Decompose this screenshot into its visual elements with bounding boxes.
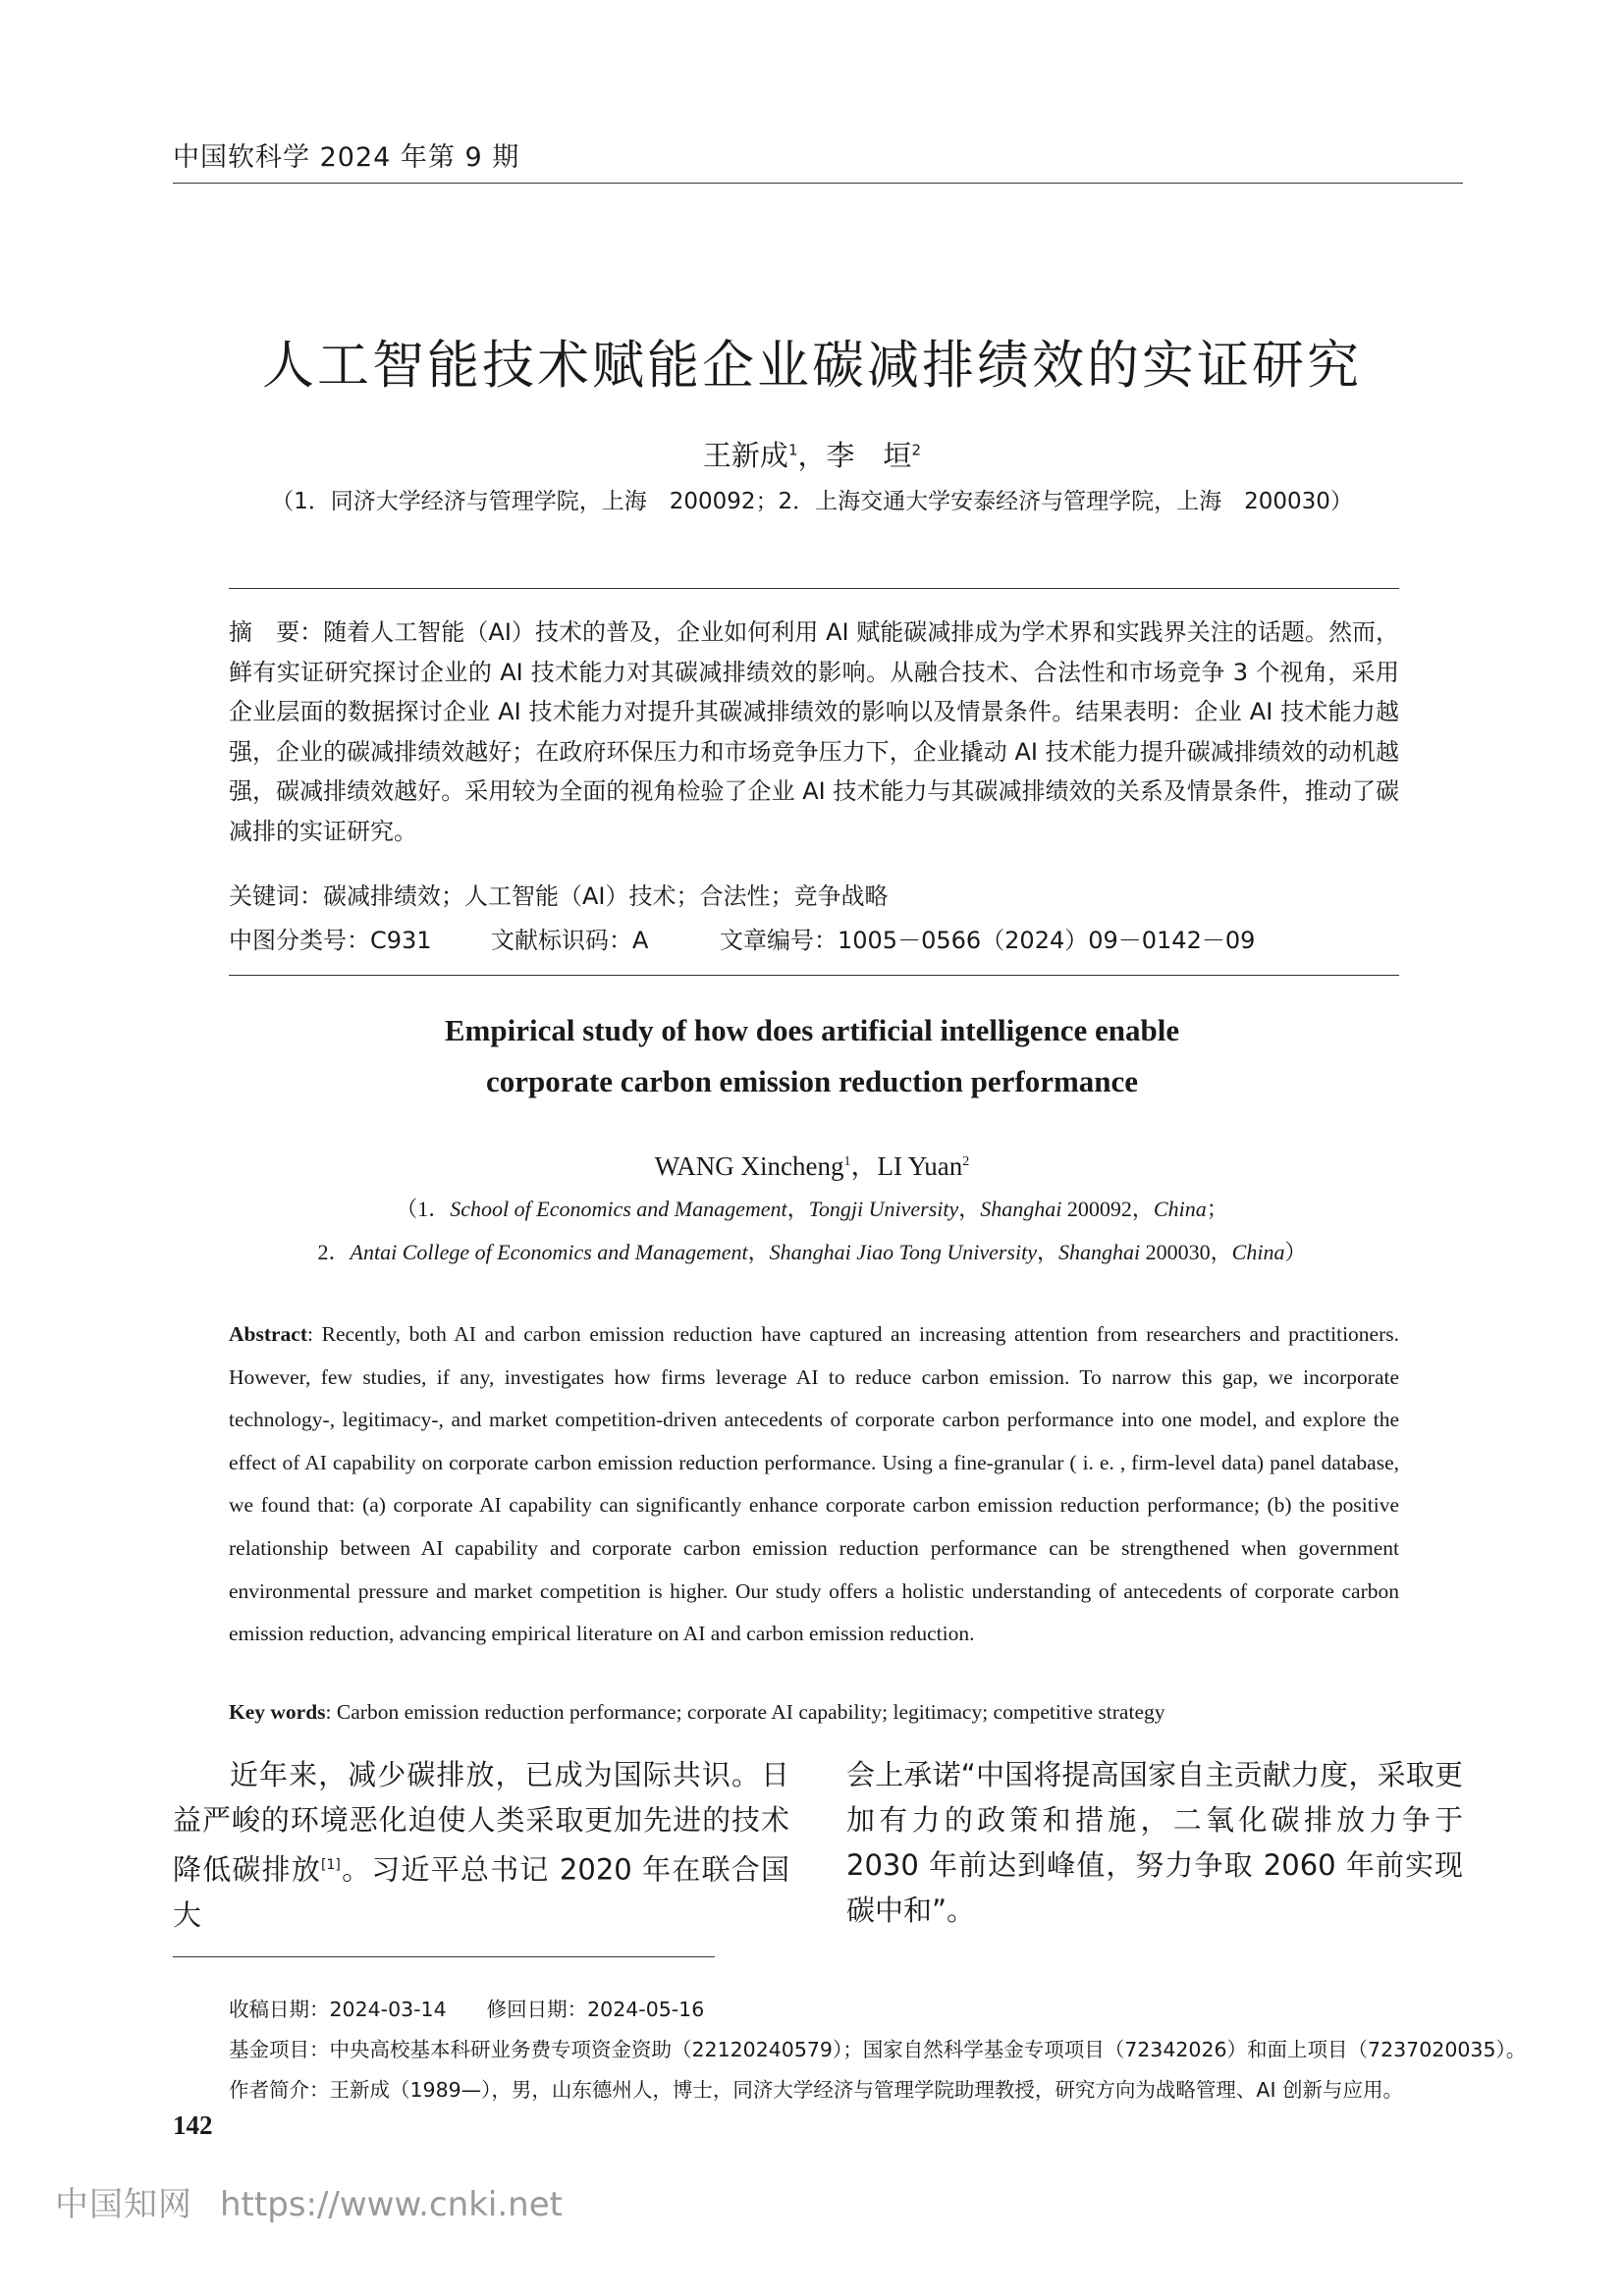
aff-en-2-country: China <box>1231 1240 1285 1264</box>
footnote-rule <box>173 1956 715 1957</box>
article-title-cn: 人工智能技术赋能企业碳减排绩效的实证研究 <box>262 336 1362 396</box>
aff-en-1-country: China <box>1153 1197 1207 1221</box>
article-title-en <box>0 1005 1624 1107</box>
authors-en <box>0 1145 1624 1183</box>
abstract-en-text: : Recently, both AI and carbon emission reduction have captured an increasing attention from researchers and practitioners. However, few studies, if any, investigates how firms leverage AI to reduce carbon emission. To narrow this gap, we incorporate technology-, legitimacy-, and market competition-driven antecedents of corporate carbon performance into one model, and explore the effect of AI capability on corporate carbon emission reduction performance. Using a fine-granular ( i. e. , firm-level data) panel database, we found that: (a) corporate AI capability can significantly enhance corporate carbon emission reduction performance; (b) the positive relationship between AI capability and corporate carbon emission reduction performance can be strengthened when government environmental pressure and market competition is higher. Our study offers a holistic understanding of antecedents of corporate carbon emission reduction, advancing empirical literature on AI and carbon emission reduction. <box>229 1322 1399 1646</box>
aff-en-2-prefix: 2． <box>317 1240 351 1264</box>
author-en-2-name: LI Yuan <box>877 1151 963 1181</box>
author-en-separator: ， <box>850 1151 878 1181</box>
abstract-cn-label: 摘 要： <box>229 618 324 646</box>
aff-en-1-university: Tongji University <box>808 1197 959 1221</box>
header-rule <box>173 183 1463 184</box>
aff-en-1-comma-2: ， <box>958 1197 981 1221</box>
aff-en-1-comma: ， <box>786 1197 809 1221</box>
page-number: 142 <box>173 2110 213 2140</box>
document-code: 文献标识码：A <box>491 927 649 954</box>
authors-cn <box>0 434 1624 474</box>
aff-en-2-comma-2: ， <box>1037 1240 1059 1264</box>
keywords-cn <box>229 877 889 911</box>
aff-en-2-city: Shanghai <box>1058 1240 1141 1264</box>
abstract-cn <box>229 613 1399 851</box>
keywords-cn-label: 关键词： <box>229 882 323 910</box>
keywords-en <box>229 1700 1165 1725</box>
keywords-en-label: Key words <box>229 1700 326 1724</box>
cnki-logo-text: 中国知网 <box>55 2185 192 2224</box>
body-left-text-1: 近年来，减少碳排放，已成为国际共识。日益严峻的环境恶化迫使人类采取更加先进的技术降低碳排放 <box>173 1758 789 1887</box>
title-en-line-1: Empirical study of how does artificial intelligence enable <box>444 1013 1180 1047</box>
footnote-fund: 基金项目：中央高校基本科研业务费专项资金资助（22120240579）；国家自然科学基金专项项目（72342026）和面上项目（7237020035）。 <box>229 2038 1527 2061</box>
aff-en-2-end: ） <box>1284 1240 1307 1264</box>
body-left-text-2: 。习近平总书记 2020 年在联合国大 <box>173 1852 789 1932</box>
author-en-1-sup: 1 <box>843 1154 851 1169</box>
aff-en-2-university: Shanghai Jiao Tong University <box>769 1240 1037 1264</box>
journal-header: 中国软科学 2024 年第 9 期 <box>173 142 520 173</box>
affiliation-en-line-2 <box>0 1236 1624 1266</box>
abstract-bottom-rule <box>229 975 1399 976</box>
cnki-url: https://www.cnki.net <box>220 2185 563 2224</box>
body-column-right: 会上承诺“中国将提高国家自主贡献力度，采取更加有力的政策和措施，二氧化碳排放力争于 2030 年前达到峰值，努力争取 2060 年前实现碳中和”。 <box>846 1758 1463 1927</box>
clc-number: 中图分类号：C931 <box>229 927 432 954</box>
author-en-2-sup: 2 <box>962 1154 970 1169</box>
aff-en-1-zip: 200092， <box>1061 1197 1154 1221</box>
abstract-top-rule <box>229 588 1399 589</box>
author-2-sup: 2 <box>911 441 922 459</box>
author-2-name: 李 垣 <box>826 439 912 472</box>
title-en-line-2: corporate carbon emission reduction performance <box>485 1064 1139 1098</box>
abstract-en-label: Abstract <box>229 1322 308 1346</box>
aff-en-1-city: Shanghai <box>980 1197 1062 1221</box>
author-1-sup: 1 <box>787 441 798 459</box>
keywords-cn-text: 碳减排绩效；人工智能（AI）技术；合法性；竞争战略 <box>323 882 889 910</box>
cnki-watermark <box>55 2177 563 2225</box>
article-number: 文章编号：1005－0566（2024）09－0142－09 <box>720 927 1256 954</box>
author-separator: ， <box>797 439 827 472</box>
footnote-received: 收稿日期：2024-03-14 修回日期：2024-05-16 <box>229 1998 705 2021</box>
aff-en-2-school: Antai College of Economics and Management <box>350 1240 748 1264</box>
aff-en-2-comma: ， <box>747 1240 770 1264</box>
footnote-author: 作者简介：王新成（1989—），男，山东德州人，博士，同济大学经济与管理学院助理教授，研究方向为战略管理、AI 创新与应用。 <box>229 2078 1404 2102</box>
abstract-en <box>229 1313 1399 1656</box>
aff-en-1-prefix: （1． <box>396 1197 451 1221</box>
affiliation-cn: （1．同济大学经济与管理学院，上海 200092；2．上海交通大学安泰经济与管理学院，上海 200030） <box>271 489 1353 514</box>
author-en-1-name: WANG Xincheng <box>654 1151 844 1181</box>
aff-en-1-end: ； <box>1206 1197 1228 1221</box>
affiliation-en-line-1 <box>0 1193 1624 1223</box>
abstract-cn-text: 随着人工智能（AI）技术的普及，企业如何利用 AI 赋能碳减排成为学术界和实践界关注的话题。然而，鲜有实证研究探讨企业的 AI 技术能力对其碳减排绩效的影响。从融合技术、合法性和市场竞争 3 个视角，采用企业层面的数据探讨企业 AI 技术能力对提升其碳减排绩效的影响以及情景条件。结果表明：企业 AI 技术能力越强，企业的碳减排绩效越好；在政府环保压力和市场竞争压力下，企业撬动 AI 技术能力提升碳减排绩效的动机越强，碳减排绩效越好。采用较为全面的视角检验了企业 AI 技术能力与其碳减排绩效的关系及情景条件，推动了碳减排的实证研究。 <box>229 618 1400 845</box>
aff-en-2-zip: 200030， <box>1140 1240 1232 1264</box>
body-column-left <box>173 1752 789 1938</box>
author-1-name: 王新成 <box>702 439 788 472</box>
citation-ref: [1] <box>321 1857 341 1873</box>
keywords-en-text: : Carbon emission reduction performance; corporate AI capability; legitimacy; competitive strategy <box>325 1700 1165 1724</box>
aff-en-1-school: School of Economics and Management <box>450 1197 787 1221</box>
